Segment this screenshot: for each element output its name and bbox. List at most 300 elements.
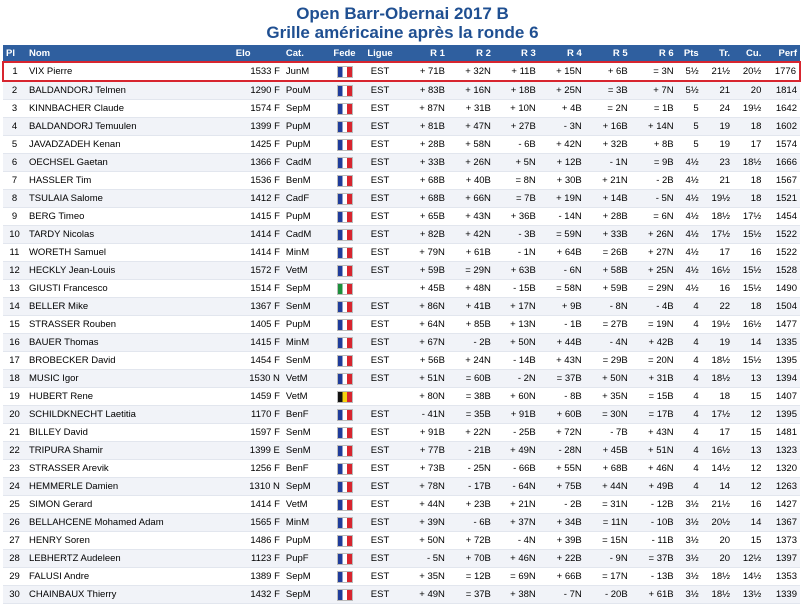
points-cell: 4½ [677, 226, 702, 244]
league-cell: EST [360, 496, 400, 514]
table-row[interactable] [3, 550, 800, 568]
round-result-cell: + 87N [400, 100, 448, 118]
round-result-cell: = 37B [539, 370, 585, 388]
table-row[interactable] [3, 190, 800, 208]
table-row[interactable] [3, 334, 800, 352]
tiebreak-cu-cell: 16 [733, 496, 764, 514]
round-result-cell: + 27B [494, 118, 539, 136]
player-name-cell: GIUSTI Francesco [26, 280, 233, 298]
column-header[interactable]: Elo [233, 45, 283, 62]
round-result-cell: = 31N [585, 496, 631, 514]
tiebreak-cu-cell: 20 [733, 81, 764, 100]
league-cell: EST [360, 334, 400, 352]
column-header[interactable]: Tr. [702, 45, 733, 62]
flag-france-icon [337, 85, 353, 97]
round-result-cell: - 6B [494, 136, 539, 154]
round-result-cell: + 4B [539, 100, 585, 118]
player-name-cell: HUBERT Rene [26, 388, 233, 406]
table-header-row [3, 45, 800, 62]
round-result-cell: + 64N [400, 316, 448, 334]
round-result-cell: - 25N [448, 460, 494, 478]
federation-cell [329, 172, 360, 190]
tiebreak-tr-cell: 17 [702, 424, 733, 442]
elo-cell: 1310 N [233, 478, 283, 496]
tiebreak-cu-cell: 15 [733, 388, 764, 406]
table-row[interactable] [3, 370, 800, 388]
federation-cell [329, 478, 360, 496]
tiebreak-cu-cell: 15 [733, 424, 764, 442]
column-header[interactable]: R 2 [448, 45, 494, 62]
performance-cell: 1395 [764, 406, 800, 424]
flag-france-icon [337, 121, 353, 133]
points-cell: 3½ [677, 568, 702, 586]
round-result-cell: + 16N [448, 81, 494, 100]
round-result-cell: + 25N [631, 262, 677, 280]
table-row[interactable] [3, 442, 800, 460]
round-result-cell: = 37B [631, 550, 677, 568]
rank-cell: 13 [3, 280, 26, 298]
round-result-cell: = 29N [631, 280, 677, 298]
table-row[interactable] [3, 406, 800, 424]
rank-cell: 25 [3, 496, 26, 514]
round-result-cell: - 25B [494, 424, 539, 442]
round-result-cell: + 5N [494, 154, 539, 172]
flag-france-icon [337, 517, 353, 529]
table-row[interactable] [3, 568, 800, 586]
column-header[interactable]: R 5 [585, 45, 631, 62]
table-row[interactable] [3, 136, 800, 154]
points-cell: 4 [677, 388, 702, 406]
round-result-cell: + 18B [494, 81, 539, 100]
performance-cell: 1814 [764, 81, 800, 100]
player-name-cell: STRASSER Rouben [26, 316, 233, 334]
round-result-cell: = 3N [631, 62, 677, 81]
round-result-cell: + 22N [448, 424, 494, 442]
league-cell: EST [360, 154, 400, 172]
category-cell: CadF [283, 190, 329, 208]
tiebreak-cu-cell: 18 [733, 118, 764, 136]
round-result-cell: = 9B [631, 154, 677, 172]
league-cell: EST [360, 244, 400, 262]
round-result-cell: + 44N [585, 478, 631, 496]
tiebreak-cu-cell: 14 [733, 334, 764, 352]
round-result-cell: + 66B [539, 568, 585, 586]
table-row[interactable] [3, 81, 800, 100]
performance-cell: 1481 [764, 424, 800, 442]
rank-cell: 3 [3, 100, 26, 118]
column-header[interactable]: R 3 [494, 45, 539, 62]
round-result-cell: = 69N [494, 568, 539, 586]
round-result-cell: + 59B [585, 280, 631, 298]
round-result-cell: - 1B [539, 316, 585, 334]
rank-cell: 5 [3, 136, 26, 154]
round-result-cell: + 48N [448, 280, 494, 298]
rank-cell: 1 [3, 62, 26, 81]
player-name-cell: BERG Timeo [26, 208, 233, 226]
tiebreak-tr-cell: 18½ [702, 370, 733, 388]
category-cell: BenF [283, 460, 329, 478]
player-name-cell: CHAINBAUX Thierry [26, 586, 233, 604]
table-row[interactable] [3, 460, 800, 478]
performance-cell: 1666 [764, 154, 800, 172]
tiebreak-cu-cell: 18½ [733, 154, 764, 172]
tiebreak-cu-cell: 16 [733, 244, 764, 262]
points-cell: 3½ [677, 586, 702, 604]
tiebreak-cu-cell: 18 [733, 172, 764, 190]
column-header[interactable]: Nom [26, 45, 233, 62]
tiebreak-cu-cell: 16½ [733, 316, 764, 334]
player-name-cell: HECKLY Jean-Louis [26, 262, 233, 280]
rank-cell: 20 [3, 406, 26, 424]
round-result-cell: + 72B [448, 532, 494, 550]
tiebreak-cu-cell: 15½ [733, 352, 764, 370]
points-cell: 3½ [677, 532, 702, 550]
round-result-cell: = 29B [585, 352, 631, 370]
round-result-cell: = 35B [448, 406, 494, 424]
round-result-cell: + 33B [400, 154, 448, 172]
category-cell: MinM [283, 334, 329, 352]
table-row[interactable] [3, 316, 800, 334]
round-result-cell: + 40B [448, 172, 494, 190]
tiebreak-tr-cell: 19 [702, 334, 733, 352]
performance-cell: 1353 [764, 568, 800, 586]
round-result-cell: - 8N [585, 298, 631, 316]
column-header[interactable]: R 4 [539, 45, 585, 62]
points-cell: 4½ [677, 190, 702, 208]
league-cell: EST [360, 460, 400, 478]
elo-cell: 1405 F [233, 316, 283, 334]
column-header[interactable]: R 1 [400, 45, 448, 62]
round-result-cell: + 67N [400, 334, 448, 352]
category-cell: PupF [283, 550, 329, 568]
round-result-cell: = 2N [585, 100, 631, 118]
round-result-cell: + 44B [539, 334, 585, 352]
round-result-cell: + 70B [448, 550, 494, 568]
league-cell: EST [360, 136, 400, 154]
round-result-cell: = 37B [448, 586, 494, 604]
round-result-cell: + 22B [539, 550, 585, 568]
league-cell: EST [360, 442, 400, 460]
category-cell: SepM [283, 280, 329, 298]
category-cell: SepM [283, 100, 329, 118]
league-cell: EST [360, 550, 400, 568]
performance-cell: 1522 [764, 244, 800, 262]
flag-france-icon [337, 175, 353, 187]
round-result-cell: + 37N [494, 514, 539, 532]
round-result-cell: + 71B [400, 62, 448, 81]
flag-france-icon [337, 481, 353, 493]
flag-france-icon [337, 553, 353, 565]
round-result-cell: + 46N [494, 550, 539, 568]
round-result-cell: + 26N [631, 226, 677, 244]
round-result-cell: + 13N [494, 316, 539, 334]
round-result-cell: - 14B [494, 352, 539, 370]
player-name-cell: BALDANDORJ Telmen [26, 81, 233, 100]
elo-cell: 1459 F [233, 388, 283, 406]
federation-cell [329, 316, 360, 334]
points-cell: 5½ [677, 81, 702, 100]
tiebreak-tr-cell: 20 [702, 550, 733, 568]
flag-france-icon [337, 337, 353, 349]
tiebreak-tr-cell: 17½ [702, 406, 733, 424]
column-header[interactable]: Perf [764, 45, 800, 62]
rank-cell: 28 [3, 550, 26, 568]
category-cell: CadM [283, 154, 329, 172]
tiebreak-cu-cell: 15½ [733, 280, 764, 298]
round-result-cell: + 61B [631, 586, 677, 604]
round-result-cell: + 35N [400, 568, 448, 586]
round-result-cell: + 79N [400, 244, 448, 262]
round-result-cell: - 2B [631, 172, 677, 190]
points-cell: 4 [677, 406, 702, 424]
elo-cell: 1415 F [233, 208, 283, 226]
performance-cell: 1490 [764, 280, 800, 298]
tiebreak-tr-cell: 19½ [702, 190, 733, 208]
table-row[interactable] [3, 352, 800, 370]
player-name-cell: STRASSER Arevik [26, 460, 233, 478]
round-result-cell: + 28B [585, 208, 631, 226]
round-result-cell: - 5N [631, 190, 677, 208]
round-result-cell: + 42B [631, 334, 677, 352]
league-cell: EST [360, 316, 400, 334]
table-row[interactable] [3, 532, 800, 550]
federation-cell [329, 406, 360, 424]
table-row[interactable] [3, 388, 800, 406]
performance-cell: 1567 [764, 172, 800, 190]
points-cell: 4 [677, 370, 702, 388]
table-row[interactable] [3, 298, 800, 316]
round-result-cell: + 43N [448, 208, 494, 226]
category-cell: VetM [283, 370, 329, 388]
federation-cell [329, 280, 360, 298]
player-name-cell: BELLAHCENE Mohamed Adam [26, 514, 233, 532]
table-row[interactable] [3, 496, 800, 514]
flag-france-icon [337, 589, 353, 601]
points-cell: 3½ [677, 496, 702, 514]
rank-cell: 9 [3, 208, 26, 226]
elo-cell: 1123 F [233, 550, 283, 568]
round-result-cell: - 64N [494, 478, 539, 496]
column-header[interactable]: Fede [329, 45, 360, 62]
flag-france-icon [337, 409, 353, 421]
flag-france-icon [337, 193, 353, 205]
performance-cell: 1504 [764, 298, 800, 316]
performance-cell: 1335 [764, 334, 800, 352]
round-result-cell: + 75B [539, 478, 585, 496]
federation-cell [329, 118, 360, 136]
table-row[interactable] [3, 478, 800, 496]
table-row[interactable] [3, 262, 800, 280]
round-result-cell: + 6B [585, 62, 631, 81]
federation-cell [329, 244, 360, 262]
league-cell: EST [360, 352, 400, 370]
round-result-cell: + 24N [448, 352, 494, 370]
points-cell: 4 [677, 478, 702, 496]
tiebreak-tr-cell: 21 [702, 81, 733, 100]
round-result-cell: + 51N [400, 370, 448, 388]
round-result-cell: - 14N [539, 208, 585, 226]
flag-france-icon [337, 535, 353, 547]
player-name-cell: MUSIC Igor [26, 370, 233, 388]
rank-cell: 2 [3, 81, 26, 100]
round-result-cell: + 10N [494, 100, 539, 118]
rank-cell: 29 [3, 568, 26, 586]
elo-cell: 1454 F [233, 352, 283, 370]
federation-cell [329, 81, 360, 100]
league-cell [360, 280, 400, 298]
league-cell: EST [360, 226, 400, 244]
federation-cell [329, 100, 360, 118]
round-result-cell: + 16B [585, 118, 631, 136]
elo-cell: 1367 F [233, 298, 283, 316]
table-row[interactable] [3, 118, 800, 136]
league-cell: EST [360, 298, 400, 316]
round-result-cell: + 50N [400, 532, 448, 550]
table-row[interactable] [3, 424, 800, 442]
column-header[interactable]: Cu. [733, 45, 764, 62]
round-result-cell: + 85B [448, 316, 494, 334]
table-row[interactable] [3, 154, 800, 172]
category-cell: SepM [283, 478, 329, 496]
table-row[interactable] [3, 62, 800, 81]
round-result-cell: + 46N [631, 460, 677, 478]
category-cell: MinM [283, 514, 329, 532]
flag-france-icon [337, 229, 353, 241]
round-result-cell: - 6B [448, 514, 494, 532]
table-row[interactable] [3, 280, 800, 298]
round-result-cell: + 55N [539, 460, 585, 478]
federation-cell [329, 208, 360, 226]
round-result-cell: + 83B [400, 81, 448, 100]
tiebreak-tr-cell: 18½ [702, 586, 733, 604]
table-row[interactable] [3, 208, 800, 226]
table-row[interactable] [3, 244, 800, 262]
league-cell: EST [360, 172, 400, 190]
flag-france-icon [337, 499, 353, 511]
column-header[interactable]: Pts [677, 45, 702, 62]
round-result-cell: = 26B [585, 244, 631, 262]
column-header[interactable]: Ligue [360, 45, 400, 62]
points-cell: 3½ [677, 514, 702, 532]
rank-cell: 22 [3, 442, 26, 460]
round-result-cell: + 7N [631, 81, 677, 100]
round-result-cell: = 59N [539, 226, 585, 244]
standings-table [2, 45, 801, 604]
round-result-cell: - 4N [585, 334, 631, 352]
round-result-cell: = 29N [448, 262, 494, 280]
round-result-cell: + 33B [585, 226, 631, 244]
performance-cell: 1339 [764, 586, 800, 604]
points-cell: 4 [677, 424, 702, 442]
elo-cell: 1414 F [233, 244, 283, 262]
round-result-cell: + 60B [539, 406, 585, 424]
round-result-cell: + 66N [448, 190, 494, 208]
category-cell: PupM [283, 208, 329, 226]
round-result-cell: = 3B [585, 81, 631, 100]
league-cell: EST [360, 62, 400, 81]
rank-cell: 16 [3, 334, 26, 352]
category-cell: CadM [283, 226, 329, 244]
league-cell: EST [360, 100, 400, 118]
round-result-cell: + 35N [585, 388, 631, 406]
category-cell: SenM [283, 298, 329, 316]
rank-cell: 4 [3, 118, 26, 136]
tiebreak-tr-cell: 18½ [702, 208, 733, 226]
round-result-cell: + 21N [494, 496, 539, 514]
player-name-cell: BAUER Thomas [26, 334, 233, 352]
table-row[interactable] [3, 172, 800, 190]
table-row[interactable] [3, 586, 800, 604]
round-result-cell: + 31B [448, 100, 494, 118]
round-result-cell: = 58N [539, 280, 585, 298]
round-result-cell: + 43N [631, 424, 677, 442]
tiebreak-cu-cell: 12½ [733, 550, 764, 568]
league-cell: EST [360, 262, 400, 280]
federation-cell [329, 154, 360, 172]
category-cell: SepM [283, 568, 329, 586]
tiebreak-tr-cell: 22 [702, 298, 733, 316]
round-result-cell: + 8B [631, 136, 677, 154]
table-row[interactable] [3, 100, 800, 118]
tiebreak-tr-cell: 17½ [702, 226, 733, 244]
tiebreak-cu-cell: 13 [733, 370, 764, 388]
flag-france-icon [337, 157, 353, 169]
round-result-cell: + 50N [585, 370, 631, 388]
round-result-cell: + 49B [631, 478, 677, 496]
table-row[interactable] [3, 226, 800, 244]
round-result-cell: + 28B [400, 136, 448, 154]
category-cell: PupM [283, 532, 329, 550]
elo-cell: 1565 F [233, 514, 283, 532]
elo-cell: 1597 F [233, 424, 283, 442]
round-result-cell: = 6N [631, 208, 677, 226]
tiebreak-cu-cell: 17½ [733, 208, 764, 226]
federation-cell [329, 62, 360, 81]
column-header[interactable]: Pl [3, 45, 26, 62]
round-result-cell: - 15B [494, 280, 539, 298]
flag-france-icon [337, 139, 353, 151]
round-result-cell: + 42N [448, 226, 494, 244]
round-result-cell: - 17B [448, 478, 494, 496]
performance-cell: 1427 [764, 496, 800, 514]
round-result-cell: = 19N [631, 316, 677, 334]
round-result-cell: + 68B [585, 460, 631, 478]
performance-cell: 1574 [764, 136, 800, 154]
round-result-cell: + 14B [585, 190, 631, 208]
column-header[interactable]: Cat. [283, 45, 329, 62]
round-result-cell: = 15B [631, 388, 677, 406]
round-result-cell: - 7B [585, 424, 631, 442]
federation-cell [329, 226, 360, 244]
performance-cell: 1521 [764, 190, 800, 208]
round-result-cell: - 10B [631, 514, 677, 532]
player-name-cell: TSULAIA Salome [26, 190, 233, 208]
round-result-cell: - 4B [631, 298, 677, 316]
performance-cell: 1323 [764, 442, 800, 460]
federation-cell [329, 298, 360, 316]
round-result-cell: = 11N [585, 514, 631, 532]
rank-cell: 8 [3, 190, 26, 208]
federation-cell [329, 460, 360, 478]
column-header[interactable]: R 6 [631, 45, 677, 62]
round-result-cell: + 73B [400, 460, 448, 478]
elo-cell: 1530 N [233, 370, 283, 388]
player-name-cell: HASSLER Tim [26, 172, 233, 190]
category-cell: SenM [283, 352, 329, 370]
table-row[interactable] [3, 514, 800, 532]
round-result-cell: + 65B [400, 208, 448, 226]
flag-france-icon [337, 373, 353, 385]
